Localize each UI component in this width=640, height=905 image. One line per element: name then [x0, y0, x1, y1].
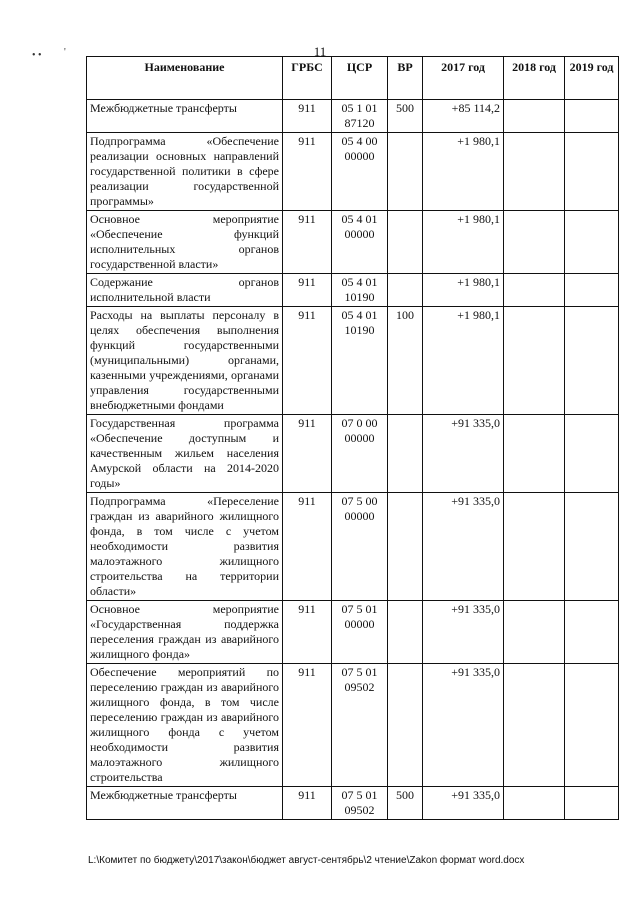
row-2017: +1 980,1 [423, 133, 504, 211]
row-csr: 05 4 01 00000 [332, 211, 388, 274]
row-name: Подпрограмма «Обеспечение реализации основных направлений государственной политики в сфере реализации государственной программы» [87, 133, 283, 211]
row-csr: 05 4 00 00000 [332, 133, 388, 211]
row-2017: +91 335,0 [423, 787, 504, 820]
row-vr [388, 133, 423, 211]
row-2017: +91 335,0 [423, 415, 504, 493]
row-grbs: 911 [283, 601, 332, 664]
header-2017: 2017 год [423, 57, 504, 100]
row-2019 [565, 100, 619, 133]
row-grbs: 911 [283, 100, 332, 133]
row-2018 [504, 133, 565, 211]
scan-mark: ' [64, 47, 66, 58]
footer-file-path: L:\Комитет по бюджету\2017\закон\бюджет август-сентябрь\2 чтение\Zakon формат word.docx [88, 855, 525, 866]
header-grbs: ГРБС [283, 57, 332, 100]
row-csr: 07 0 00 00000 [332, 415, 388, 493]
row-grbs: 911 [283, 274, 332, 307]
row-vr [388, 601, 423, 664]
row-csr: 05 4 01 10190 [332, 274, 388, 307]
row-grbs: 911 [283, 211, 332, 274]
header-vr: ВР [388, 57, 423, 100]
row-name: Основное мероприятие «Обеспечение функций исполнительных органов государственной власти» [87, 211, 283, 274]
row-vr: 500 [388, 787, 423, 820]
row-2017: +1 980,1 [423, 211, 504, 274]
row-2019 [565, 307, 619, 415]
row-vr [388, 664, 423, 787]
row-grbs: 911 [283, 307, 332, 415]
row-2018 [504, 211, 565, 274]
row-2017: +91 335,0 [423, 493, 504, 601]
table-row [87, 787, 619, 820]
row-name: Межбюджетные трансферты [87, 787, 283, 820]
row-2019 [565, 133, 619, 211]
row-2018 [504, 664, 565, 787]
table-row [87, 415, 619, 493]
table-row [87, 601, 619, 664]
row-grbs: 911 [283, 787, 332, 820]
row-2018 [504, 415, 565, 493]
row-name: Подпрограмма «Переселение граждан из аварийного жилищного фонда, в том числе с учетом необходимости развития малоэтажного жилищного строительства на территории области» [87, 493, 283, 601]
row-grbs: 911 [283, 415, 332, 493]
row-2018 [504, 493, 565, 601]
row-2019 [565, 211, 619, 274]
row-2019 [565, 787, 619, 820]
row-2017: +91 335,0 [423, 601, 504, 664]
row-vr: 100 [388, 307, 423, 415]
row-name: Содержание органов исполнительной власти [87, 274, 283, 307]
row-grbs: 911 [283, 664, 332, 787]
row-name: Государственная программа «Обеспечение доступным и качественным жильем населения Амурской области на 2014-2020 годы» [87, 415, 283, 493]
row-2018 [504, 274, 565, 307]
row-csr: 07 5 01 09502 [332, 664, 388, 787]
row-vr [388, 211, 423, 274]
row-2018 [504, 787, 565, 820]
row-name: Межбюджетные трансферты [87, 100, 283, 133]
row-vr [388, 493, 423, 601]
row-2019 [565, 274, 619, 307]
table-row [87, 307, 619, 415]
table-row [87, 493, 619, 601]
row-csr: 07 5 01 09502 [332, 787, 388, 820]
row-2017: +1 980,1 [423, 274, 504, 307]
row-2019 [565, 601, 619, 664]
page-number: 11 [313, 44, 327, 59]
header-name: Наименование [87, 57, 283, 100]
header-2019: 2019 год [565, 57, 619, 100]
row-2019 [565, 664, 619, 787]
table-row [87, 133, 619, 211]
row-grbs: 911 [283, 493, 332, 601]
row-vr [388, 274, 423, 307]
table-row [87, 211, 619, 274]
row-vr [388, 415, 423, 493]
row-2017: +85 114,2 [423, 100, 504, 133]
row-grbs: 911 [283, 133, 332, 211]
header-2018: 2018 год [504, 57, 565, 100]
row-csr: 05 4 01 10190 [332, 307, 388, 415]
row-2017: +1 980,1 [423, 307, 504, 415]
header-csr: ЦСР [332, 57, 388, 100]
row-2017: +91 335,0 [423, 664, 504, 787]
table-row [87, 100, 619, 133]
table-row [87, 664, 619, 787]
row-2018 [504, 100, 565, 133]
row-2018 [504, 601, 565, 664]
row-2018 [504, 307, 565, 415]
row-name: Основное мероприятие «Государственная поддержка переселения граждан из аварийного жилищного фонда» [87, 601, 283, 664]
row-name: Обеспечение мероприятий по переселению граждан из аварийного жилищного фонда, в том числе переселению граждан из аварийного жилищного фонда с учетом необходимости развития малоэтажного жилищного строительства [87, 664, 283, 787]
scan-mark: • • [32, 50, 42, 61]
row-name: Расходы на выплаты персоналу в целях обеспечения выполнения функций государственными (муниципальными) органами, казенными учреждениями, органами управления государственными внебюджетными фондами [87, 307, 283, 415]
row-csr: 05 1 01 87120 [332, 100, 388, 133]
table-header-row [87, 57, 619, 100]
row-csr: 07 5 00 00000 [332, 493, 388, 601]
row-csr: 07 5 01 00000 [332, 601, 388, 664]
row-2019 [565, 493, 619, 601]
budget-table [86, 56, 619, 820]
row-vr: 500 [388, 100, 423, 133]
table-row [87, 274, 619, 307]
row-2019 [565, 415, 619, 493]
